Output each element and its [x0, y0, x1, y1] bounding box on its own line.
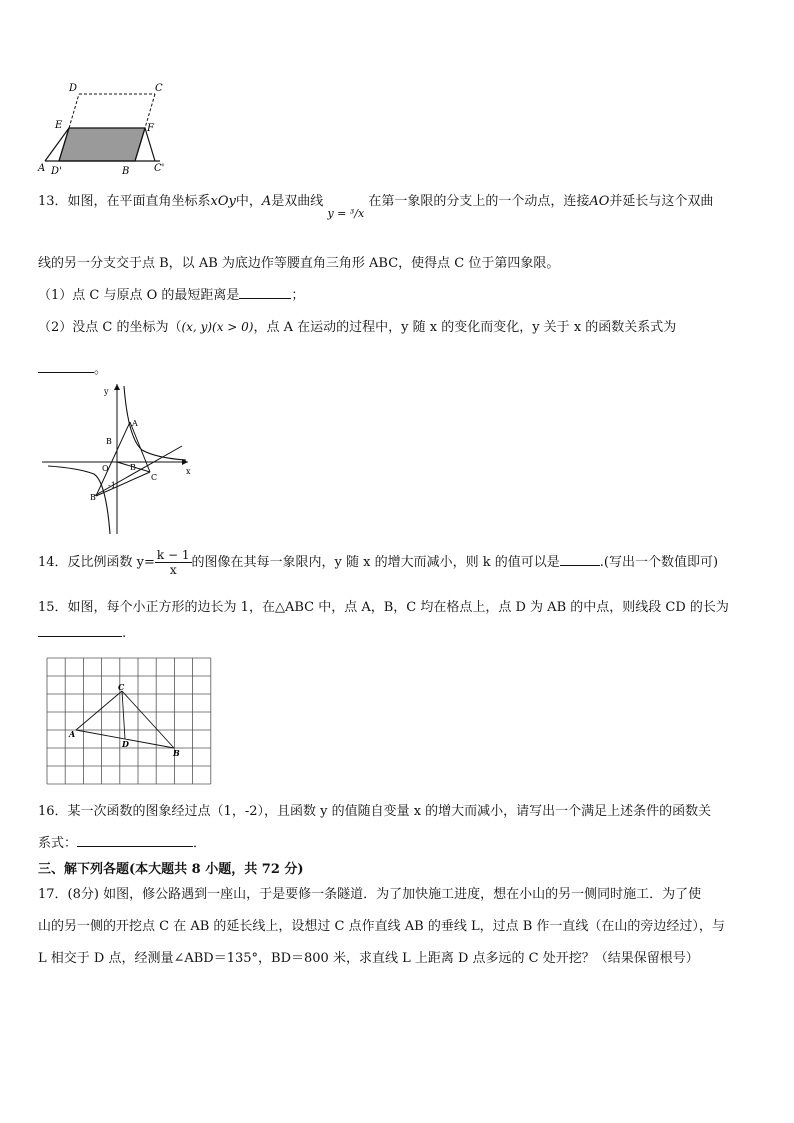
- q15: 15．如图，每个小正方形的边长为 1，在△ABC 中，点 A，B，C 均在格点上，点 D 为 AB 的中点，则线段 CD 的长为: [38, 600, 729, 615]
- graph-label-B-left: B: [90, 493, 96, 502]
- label-E: E: [55, 120, 63, 131]
- hyperbola-formula: y = ³/x: [327, 207, 365, 220]
- q15-answer: .: [38, 626, 126, 641]
- q14: 14．反比例函数 y= $\frac{k - 1}{x}$ 的图像在其每一象限内，y 随 x 的增大而减小，则 k 的值可以是 .(写出一个数值即可): [38, 548, 719, 577]
- graph-label-minus1: -1: [108, 481, 116, 490]
- label-B: B: [122, 166, 130, 177]
- q16-line2: 系式： ．: [38, 836, 207, 851]
- label-Cprime: C': [154, 163, 165, 174]
- trapezoid-figure: [35, 78, 175, 178]
- grid-label-C: C: [118, 682, 125, 692]
- q17-line1: 17．(8分) 如图，修公路遇到一座山，于是要修一条隧道．为了加快施工进度，想在小山的另一侧同时施工．为了使: [38, 887, 702, 902]
- q13-part2: （2）没点 C 的坐标为（(x, y)(x > 0)，点 A 在运动的过程中，y 随 x 的变化而变化，y 关于 x 的函数关系式为: [38, 320, 677, 335]
- label-D: D: [69, 83, 78, 94]
- graph-label-B-right: B: [130, 463, 136, 472]
- graph-label-B-yaxis: B: [106, 437, 112, 446]
- q13-part2-answer: 。: [38, 358, 107, 377]
- graph-label-O: O: [102, 464, 109, 473]
- graph-label-A: A: [132, 419, 138, 428]
- label-C: C: [155, 83, 163, 94]
- q13-line2: 线的另一分支交于点 B，以 AB 为底边作等腰直角三角形 ABC，使得点 C 位于第四象限。: [38, 256, 560, 271]
- label-Dprime: D': [51, 166, 62, 177]
- hyperbola-graph: [38, 378, 198, 536]
- label-A: A: [38, 163, 46, 174]
- grid-label-A: A: [69, 729, 76, 739]
- graph-label-y: y: [104, 387, 109, 396]
- q16-line1: 16．某一次函数的图象经过点（1，-2），且函数 y 的值随自变量 x 的增大而减小，请写出一个满足上述条件的函数关: [38, 804, 712, 819]
- grid-figure: [46, 657, 212, 787]
- q13-part1: （1）点 C 与原点 O 的最短距离是 ；: [38, 288, 305, 303]
- q17-line2: 山的另一侧的开挖点 C 在 AB 的延长线上，设想过 C 点作直线 AB 的垂线 L，过点 B 作一直线（在山的旁边经过），与: [38, 919, 725, 934]
- q17-line3: L 相交于 D 点，经测量∠ABD＝135°，BD＝800 米，求直线 L 上距离 D 点多远的 C 处开挖？（结果保留根号）: [38, 951, 699, 966]
- label-F: F: [147, 123, 154, 134]
- graph-label-C: C: [151, 473, 158, 482]
- q13-line1: 13．如图，在平面直角坐标系xOy中，A是双曲线 $_{y = ^3/x}$ 在第一象限的分支上的一个动点，连接AO并延长与这个双曲: [38, 194, 714, 220]
- grid-label-B: B: [173, 748, 180, 758]
- graph-label-x: x: [186, 467, 191, 476]
- grid-label-D: D: [122, 739, 129, 749]
- fraction-k-minus-1-over-x: $\frac{k - 1}{x}$: [156, 548, 190, 577]
- section-title: 三、解下列各题(本大题共 8 小题，共 72 分): [38, 862, 304, 877]
